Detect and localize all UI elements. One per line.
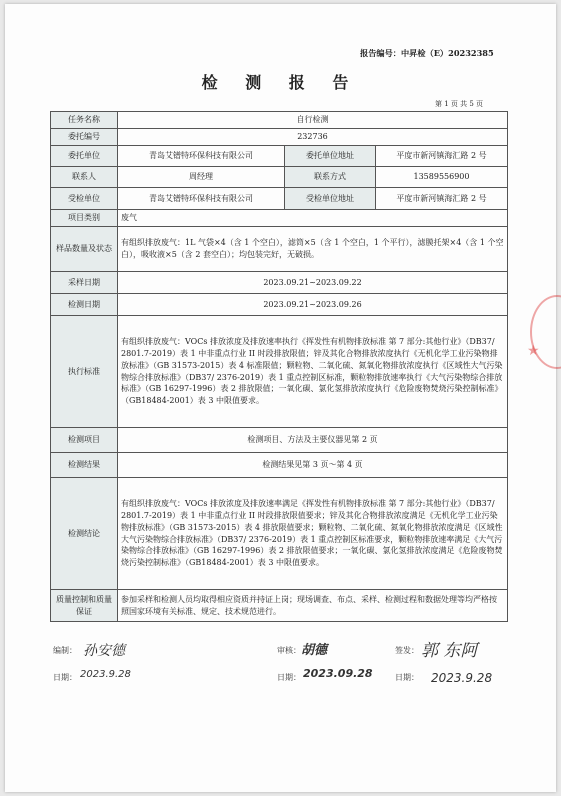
items-label: 检测项目 [51,428,118,453]
editor-label: 编制： [53,646,77,655]
tested-unit-address-value: 平度市新河镇海汇路 2 号 [376,188,508,210]
sampling-date-label: 采样日期 [51,272,118,294]
row-qc [51,590,508,622]
qc-value: 参加采样和检测人员均取得相应资质并持证上岗；现场调查、布点、采样、检测过程和数据处理等均严格按照国家环境有关标准、规定、技术规范进行。 [118,590,508,622]
row-sample [51,227,508,272]
sample-value: 有组织排放废气：1L 气袋×4（含 1 个空白），滤筒×5（含 1 个空白，1 个平行），滤膜托架×4（含 1 个空白），吸收液×5（含 2 套空白）；均包装完好，无破损。 [118,227,508,272]
reviewer-signature: 胡德 [301,643,328,658]
tested-unit-address-label: 受检单位地址 [285,188,376,210]
row-commission-no [51,129,508,146]
row-contact [51,167,508,188]
row-task-name [51,112,508,129]
results-value: 检测结果见第 3 页～第 4 页 [118,453,508,478]
row-category [51,210,508,227]
editor-signature: 孙安德 [83,643,125,659]
task-name-value: 自行检测 [118,112,508,129]
row-testing-date [51,294,508,316]
row-results [51,453,508,478]
signer-date: 2023.9.28 [431,671,493,685]
client-value: 青岛艾镨特环保科技有限公司 [118,146,285,167]
testing-date-label: 检测日期 [51,294,118,316]
task-name-label: 任务名称 [51,112,118,129]
conclusion-label: 检测结论 [51,478,118,590]
page-info: 第 1 页 共 5 页 [435,100,484,108]
phone-label: 联系方式 [285,167,376,188]
items-value: 检测项目、方法及主要仪器见第 2 页 [118,428,508,453]
reviewer-date-label: 日期： [277,673,301,682]
sampling-date-value: 2023.09.21~2023.09.22 [118,272,508,294]
category-value: 废气 [118,210,508,227]
testing-date-value: 2023.09.21~2023.09.26 [118,294,508,316]
row-tested-unit [51,188,508,210]
conclusion-value: 有组织排放废气：VOCs 排放浓度及排放速率满足《挥发性有机物排放标准 第 7 部分:其他行业》（DB37/ 2801.7-2019）表 1 中非重点行业 II 时段排放限值要求；锌及其化合物排放浓度满足《无机化学工业污染物排放标准》（GB 31573-2015）表 4 排放限值要求；颗粒物、二氧化硫、氮氧化物排放浓度满足《区域性大气污染物综合排放标准》（DB37/ 2376-2019）表 1 重点控制区标准要求，颗粒物排放速率满足《大气污染物综合排放标准》（GB 16297-1996）表 2 排放限值要求；一氧化碳、氯化氢排放浓度满足《危险废物焚烧污染控制标准》（GB18484-2001）表 3 中限值要求。 [118,478,508,590]
seal-star-icon: ★ [527,343,540,359]
sample-label: 样品数量及状态 [51,227,118,272]
report-table [50,111,508,622]
signer-label: 签发： [395,646,419,655]
commission-no-value: 232736 [118,129,508,146]
signer-signature: 郭 东阿 [421,641,478,661]
contact-label: 联系人 [51,167,118,188]
commission-no-label: 委托编号 [51,129,118,146]
qc-label: 质量控制和质量保证 [51,590,118,622]
editor-date: 2023.9.28 [80,669,131,680]
tested-unit-value: 青岛艾镨特环保科技有限公司 [118,188,285,210]
phone-value: 13589556900 [376,167,508,188]
client-label: 委托单位 [51,146,118,167]
report-page [5,4,556,792]
results-label: 检测结果 [51,453,118,478]
reviewer-label: 审核： [277,646,301,655]
row-standard [51,316,508,428]
row-conclusion [51,478,508,590]
report-number: 报告编号：中昇检（E）20232385 [360,48,494,58]
tested-unit-label: 受检单位 [51,188,118,210]
standard-label: 执行标准 [51,316,118,428]
client-address-label: 委托单位地址 [285,146,376,167]
row-sampling-date [51,272,508,294]
row-items [51,428,508,453]
row-client [51,146,508,167]
reviewer-date: 2023.09.28 [303,667,373,680]
contact-value: 周经理 [118,167,285,188]
standard-value: 有组织排放废气：VOCs 排放浓度及排放速率执行《挥发性有机物排放标准 第 7 部分:其他行业》（DB37/ 2801.7-2019）表 1 中非重点行业 II 时段排放限值；锌及其化合物排放浓度执行《无机化学工业污染物排放标准》（GB 31573-2015）表 4 标准限值；颗粒物、二氧化硫、氮氧化物排放浓度执行《区域性大气污染物综合排放标准》（DB37/ 2376-2019）表 1 重点控制区标准，颗粒物排放速率执行《大气污染物综合排放标准》（GB 16297-1996）表 2 排放限值；一氧化碳、氯化氢排放浓度执行《危险废物焚烧污染控制标准》（GB18484-2001）表 3 中限值要求。 [118,316,508,428]
client-address-value: 平度市新河镇海汇路 2 号 [376,146,508,167]
category-label: 项目类别 [51,210,118,227]
editor-date-label: 日期： [53,673,77,682]
signer-date-label: 日期： [395,673,419,682]
document-title: 检 测 报 告 [201,73,360,92]
